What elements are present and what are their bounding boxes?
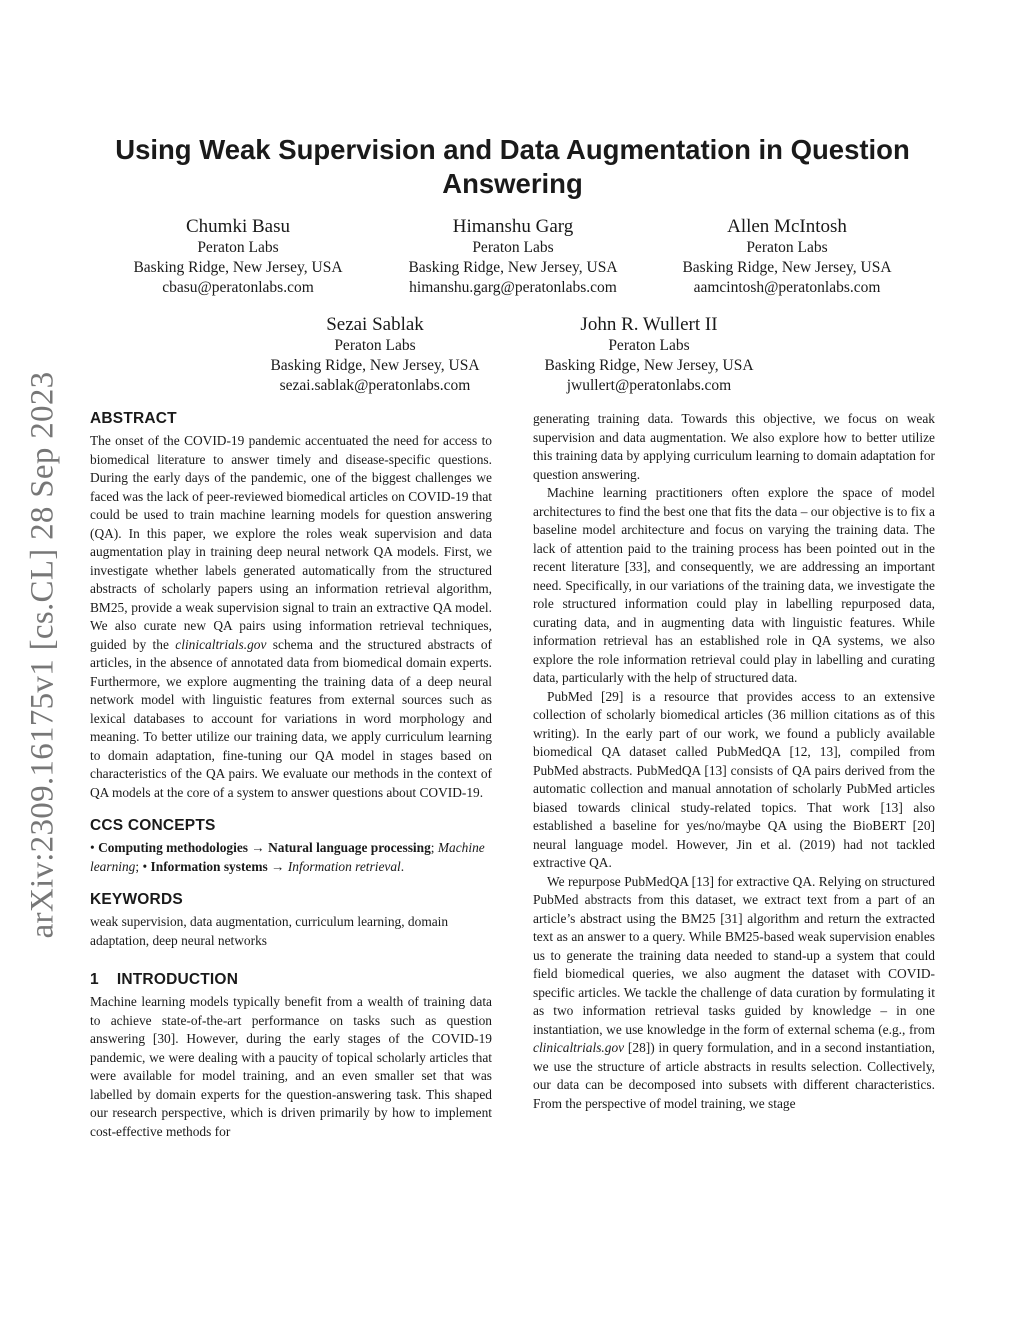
keywords-text: weak supervision, data augmentation, curriculum learning, domain adaptation, deep neural networks [90,914,449,948]
section-heading-introduction: 1 INTRODUCTION [90,971,239,988]
paragraph: PubMed [29] is a resource that provides access to an extensive collection of scholarly biomedical articles (36 million citations as of this writing). In the early part of our work, we found a publicly available biomedical QA dataset called PubMedQA [12, 13], compiled from PubMed abstracts. PubMedQA [13] consists of QA pairs derived from the automatic collection and manual annotation of scholarly PubMed articles biased towards clinical study-related topics. That work [13] also established a baseline for yes/no/maybe QA using the BioBERT [20] neural language model. However, Jin et al. (2019) had not tackled extractive QA. [533,688,935,870]
author-location: Basking Ridge, New Jersey, USA [133,259,343,276]
right-column [533,410,935,1113]
author-location: Basking Ridge, New Jersey, USA [270,357,480,374]
author-name: John R. Wullert II [580,314,718,335]
keywords-heading: KEYWORDS [90,891,183,908]
abstract-heading: ABSTRACT [90,410,177,427]
left-column [90,409,492,1141]
author-affiliation: Peraton Labs [472,239,554,256]
author-location: Basking Ridge, New Jersey, USA [682,259,892,276]
author-affiliation: Peraton Labs [608,337,690,354]
author-block [103,216,373,298]
ccs-concepts: • Computing methodologies → Natural language processing; Machine learning; • Information systems → Information retrieval. [90,840,485,874]
author-affiliation: Peraton Labs [334,337,416,354]
author-email: sezai.sablak@peratonlabs.com [279,377,471,394]
author-name: Allen McIntosh [727,216,847,237]
arxiv-identifier: arXiv:2309.16175v1 [cs.CL] 28 Sep 2023 [24,371,61,939]
author-affiliation: Peraton Labs [197,239,279,256]
author-block [652,216,922,298]
ccs-heading: CCS CONCEPTS [90,817,216,834]
author-email: cbasu@peratonlabs.com [162,279,314,296]
author-name: Sezai Sablak [326,314,424,335]
abstract-text: The onset of the COVID-19 pandemic accentuated the need for access to biomedical literature to answer timely and disease-specific questions. During the early days of the pandemic, one of the biggest challenges we faced was the lack of peer-reviewed biomedical articles on COVID-19 that could be used to train machine learning models for question answering (QA). In this paper, we explore the roles weak supervision and data augmentation play in training deep neural network QA models. First, we investigate whether labels generated automatically from the structured abstracts of scholarly papers using an information retrieval algorithm, BM25, provide a weak supervision signal to train an extractive QA model. We also curate new QA pairs using information retrieval techniques, guided by the clinicaltrials.gov schema and the structured abstracts of articles, in the absence of annotated data from biomedical domain experts. Furthermore, we explore augmenting the training data of a deep neural network model with linguistic features from external sources such as lexical databases to account for variations in word morphology and meaning. To better utilize our training data, we apply curriculum learning to domain adaptation, fine-tuning our QA model in stages based on characteristics of the QA pairs. We evaluate our methods in the context of QA models at the core of a system to answer questions about COVID-19. [90,433,492,800]
author-affiliation: Peraton Labs [746,239,828,256]
author-location: Basking Ridge, New Jersey, USA [544,357,754,374]
author-block [240,314,510,396]
paragraph: generating training data. Towards this objective, we focus on weak supervision and data augmentation. We also explore how to better utilize this training data by applying curriculum learning to domain adaptation for question answering. [533,411,935,482]
paragraph: We repurpose PubMedQA [13] for extractive QA. Relying on structured PubMed abstracts from this dataset, we extract text from a part of an article’s abstract using the BM25 [31] algorithm and return the extracted text as an answer to a query. While BM25-based weak supervision enables us to generate the training data needed to stand-up a system that could field biomedical queries, we also augment the dataset with COVID-specific articles. We tackle the challenge of data curation by formulating it as two information retrieval tasks guided by knowledge – in one instantiation, we use knowledge in the form of external schema (e.g., from clinicaltrials.gov [28]) in query formulation, and in a second instantiation, we use the structure of article abstracts in results selection. Collectively, our data can be decomposed into subsets with different characteristics. From the perspective of model training, we stage [533,873,935,1111]
author-email: jwullert@peratonlabs.com [566,377,732,394]
author-email: aamcintosh@peratonlabs.com [693,279,881,296]
arxiv-sidebar [12,360,74,950]
paper-title: Using Weak Supervision and Data Augmentation in Question Answering [115,134,910,199]
author-location: Basking Ridge, New Jersey, USA [408,259,618,276]
author-name: Himanshu Garg [452,216,574,237]
author-block [514,314,784,396]
author-email: himanshu.garg@peratonlabs.com [409,279,617,296]
author-block [378,216,648,298]
intro-paragraph: Machine learning models typically benefit from a wealth of training data to achieve state-of-the-art performance on tasks such as question answering [30]. However, during the early stages of the COVID-19 pandemic, we were dealing with a paucity of topical scholarly articles that were available for model training, and an even smaller set that was labelled by domain experts for the question-answering task. This shaped our research perspective, which is driven primarily by how to implement cost-effective methods for [90,994,492,1139]
author-name: Chumki Basu [186,216,290,237]
paragraph: Machine learning practitioners often explore the space of model architectures to find the best one that fits the data – our objective is to fix a baseline model architecture and focus on varying the training data. The lack of attention paid to the training process has been pointed out in the recent literature [33], and consequently, we are addressing an important need. Specifically, in our variations of the training data, we investigate the role structured information could play in labelling repurposed data, curating data, and in augmenting data with linguistic features. While information retrieval has an established role in QA systems, we also explore the role information retrieval could play in labelling and curating data, particularly with the help of structured data. [533,485,935,685]
